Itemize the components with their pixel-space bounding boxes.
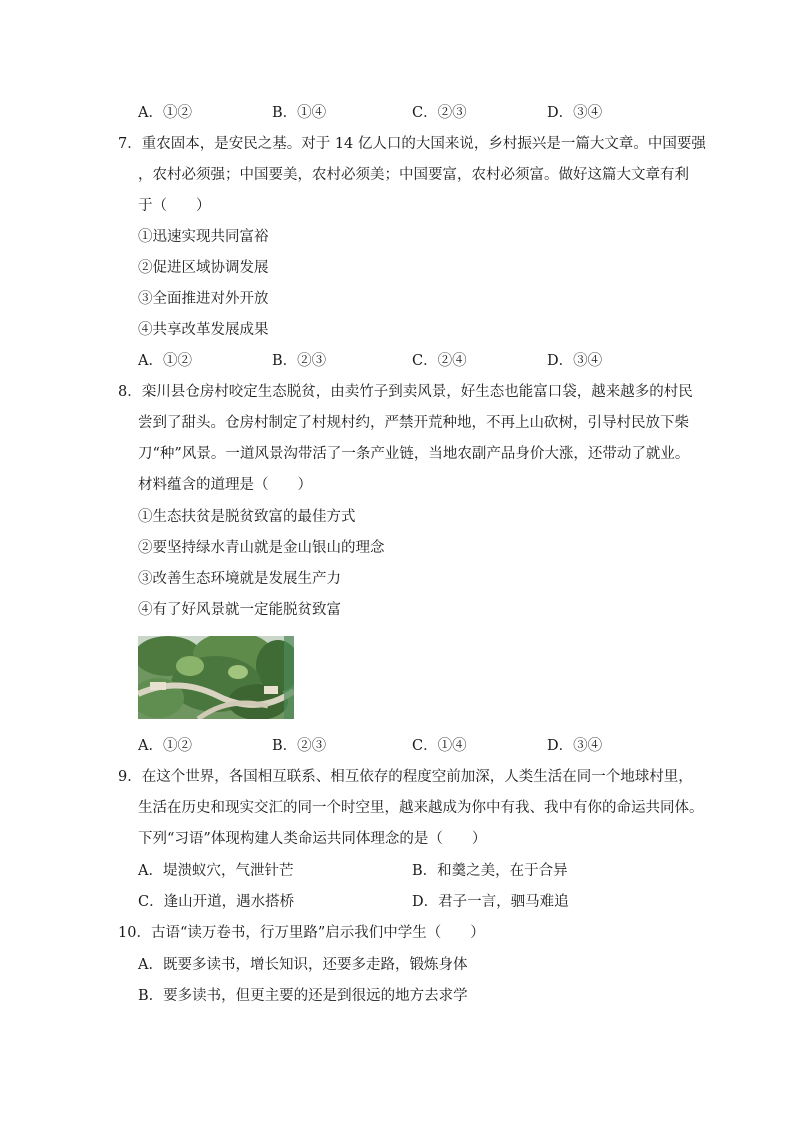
scenic-valley-photo	[138, 636, 294, 719]
q8-option-a[interactable]: A．①②	[138, 738, 192, 754]
q6-option-a[interactable]: A．①②	[138, 105, 192, 121]
q7-option-a[interactable]: A．①②	[138, 353, 192, 369]
q7-stem-line-3: 于（ ）	[138, 198, 211, 214]
q8-option-c[interactable]: C．①④	[412, 738, 467, 754]
q7-item-1: ①迅速实现共同富裕	[138, 229, 269, 245]
q7-option-d[interactable]: D．③④	[547, 353, 603, 369]
q7-option-b[interactable]: B．②③	[272, 353, 327, 369]
q7-option-c[interactable]: C．②④	[412, 353, 467, 369]
q6-option-c[interactable]: C．②③	[412, 105, 467, 121]
q9-option-c[interactable]: C．逢山开道，遇水搭桥	[138, 894, 295, 910]
q9-stem-line-1: 9．在这个世界，各国相互联系、相互依存的程度空前加深，人类生活在同一个地球村里，	[118, 769, 693, 785]
q8-stem-line-1: 8．栾川县仓房村咬定生态脱贫，由卖竹子到卖风景，好生态也能富口袋，越来越多的村民	[118, 384, 693, 400]
q8-stem-line-3: 刀“种”风景。一道风景沟带活了一条产业链，当地农副产品身价大涨，还带动了就业。	[138, 446, 690, 462]
q7-stem-line-1: 7．重农固本，是安民之基。对于 14 亿人口的大国来说，乡村振兴是一篇大文章。中国要强	[118, 136, 706, 152]
q9-stem-line-2: 生活在历史和现实交汇的同一个时空里，越来越成为你中有我、我中有你的命运共同体。	[138, 800, 704, 816]
q8-item-1: ①生态扶贫是脱贫致富的最佳方式	[138, 509, 356, 525]
q7-item-2: ②促进区域协调发展	[138, 260, 269, 276]
q8-item-2: ②要坚持绿水青山就是金山银山的理念	[138, 540, 385, 556]
q8-stem-line-2: 尝到了甜头。仓房村制定了村规村约，严禁开荒种地，不再上山砍树，引导村民放下柴	[138, 415, 689, 431]
q8-option-b[interactable]: B．②③	[272, 738, 327, 754]
q10-option-a[interactable]: A．既要多读书，增长知识，还要多走路，锻炼身体	[138, 957, 468, 973]
q8-item-4: ④有了好风景就一定能脱贫致富	[138, 602, 341, 618]
q10-option-b[interactable]: B．要多读书，但更主要的还是到很远的地方去求学	[138, 988, 468, 1004]
q8-option-d[interactable]: D．③④	[547, 738, 603, 754]
q6-option-b[interactable]: B．①④	[272, 105, 327, 121]
q6-option-d[interactable]: D．③④	[547, 105, 603, 121]
q7-stem-line-2: ，农村必须强；中国要美，农村必须美；中国要富，农村必须富。做好这篇大文章有利	[138, 167, 689, 183]
q9-option-b[interactable]: B．和羹之美，在于合异	[412, 863, 568, 879]
q9-stem-line-3: 下列“习语”体现构建人类命运共同体理念的是（ ）	[138, 831, 487, 847]
q10-stem-line-1: 10．古语“读万卷书，行万里路”启示我们中学生（ ）	[118, 925, 485, 941]
q7-item-3: ③全面推进对外开放	[138, 291, 269, 307]
q9-option-a[interactable]: A．堤溃蚁穴，气泄针芒	[138, 863, 294, 879]
q8-item-3: ③改善生态环境就是发展生产力	[138, 571, 341, 587]
q9-option-d[interactable]: D．君子一言，驷马难追	[412, 894, 569, 910]
q8-stem-line-4: 材料蕴含的道理是（ ）	[138, 477, 312, 493]
q7-item-4: ④共享改革发展成果	[138, 322, 269, 338]
